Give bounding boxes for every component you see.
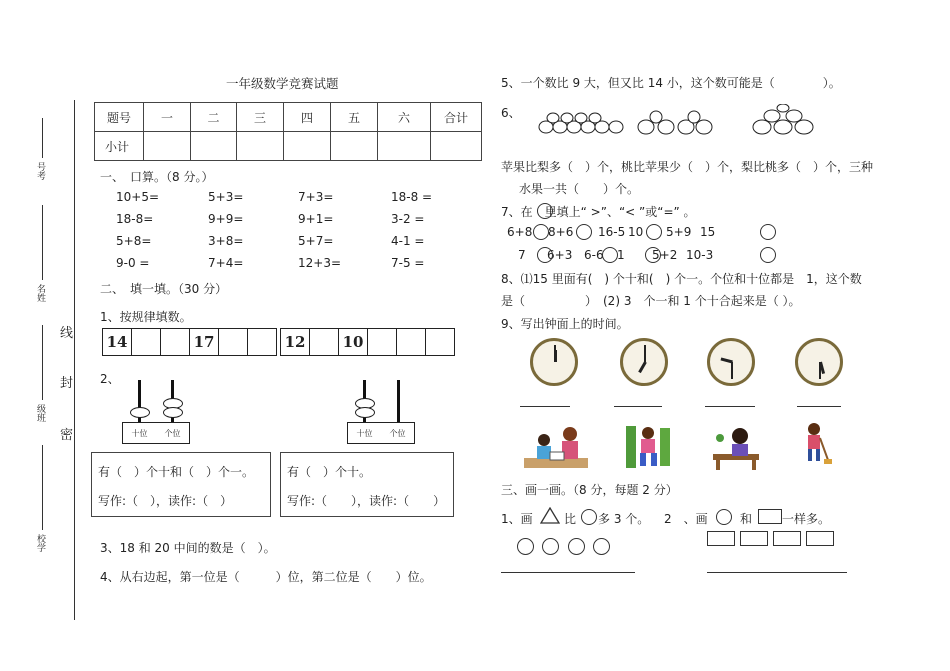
q7-example-circle	[537, 203, 553, 219]
given-rectangle	[806, 531, 834, 546]
draw-q2-text-a: 2 、画	[664, 512, 708, 526]
abacus-base	[122, 422, 190, 444]
mental-math-item: 7+4=	[208, 256, 244, 270]
seq-cell[interactable]	[397, 329, 426, 355]
activity-picture-homework	[712, 424, 760, 470]
given-circle	[542, 538, 559, 555]
clock-face	[795, 338, 843, 386]
compare-term: 6-6	[584, 248, 604, 262]
compare-term: 8+6	[548, 225, 574, 239]
draw-q1-text-b: 比	[564, 512, 577, 526]
q8-line1: 8、⑴15 里面有( ) 个十和( ) 个一。个位和十位都是 1，这个数	[501, 272, 862, 286]
sequence-left	[102, 328, 277, 356]
mental-math-item: 12+3=	[298, 256, 342, 270]
clock-answer-line[interactable]	[614, 406, 662, 407]
abacus-bead	[130, 407, 150, 418]
label-feng: 封	[60, 376, 74, 391]
answer-box-right	[280, 452, 454, 517]
mental-math-item: 9-0 =	[116, 256, 150, 270]
draw-q1-text-c: 多 3 个。	[598, 512, 650, 526]
mental-math-item: 5+8=	[116, 234, 152, 248]
q6-number: 6、	[501, 106, 521, 120]
activity-picture-family-reading	[522, 422, 590, 470]
clock-face	[620, 338, 668, 386]
binding-line-outer	[74, 100, 75, 620]
fruit-pears-picture	[636, 108, 714, 136]
clock-answer-line[interactable]	[705, 406, 755, 407]
mental-math-item: 18-8 =	[391, 190, 433, 204]
seq-cell[interactable]	[426, 329, 454, 355]
seq-cell: 17	[190, 329, 219, 355]
mental-math-item: 18-8=	[116, 212, 154, 226]
binding-line-short-3	[42, 325, 43, 400]
seq-cell[interactable]	[248, 329, 276, 355]
fruit-apples-picture	[538, 110, 624, 136]
mental-math-item: 3-2 =	[391, 212, 425, 226]
score-header-cell: 合计	[431, 103, 482, 132]
label-banji: 级班	[35, 404, 45, 422]
abacus-base	[347, 422, 415, 444]
mental-math-item: 9+9=	[208, 212, 244, 226]
compare-answer-circle[interactable]	[760, 247, 776, 263]
draw-q1-text-a: 1、画	[501, 512, 533, 526]
score-input-cell[interactable]	[191, 132, 237, 161]
compare-answer-circle[interactable]	[537, 247, 553, 263]
mental-math-item: 9+1=	[298, 212, 334, 226]
score-input-cell[interactable]	[144, 132, 191, 161]
drawing-answer-line[interactable]	[707, 572, 847, 573]
score-input-cell[interactable]	[431, 132, 482, 161]
abacus-rod	[397, 380, 400, 422]
mental-math-item: 10+5=	[116, 190, 160, 204]
clock-minute-hand	[731, 362, 733, 379]
score-header-cell: 六	[378, 103, 431, 132]
box-right-line1: 有（ ）个十。	[287, 465, 372, 479]
score-input-cell[interactable]	[237, 132, 284, 161]
sequence-right	[280, 328, 455, 356]
page-title: 一年级数学竞赛试题	[226, 76, 339, 91]
label-xian: 线	[60, 326, 74, 341]
binding-line-short-2	[42, 205, 43, 280]
compare-answer-circle[interactable]	[760, 224, 776, 240]
abacus-bead	[355, 407, 375, 418]
mental-math-item: 7-5 =	[391, 256, 425, 270]
given-rectangle	[707, 531, 735, 546]
mental-math-item: 3+8=	[208, 234, 244, 248]
fruit-peaches-picture	[752, 104, 814, 136]
q7-text: 7、在 里填上“ >”、“< ”或“=” 。	[501, 205, 696, 219]
clock-answer-line[interactable]	[797, 406, 841, 407]
clock-face	[707, 338, 755, 386]
label-kaohao: 号考	[35, 162, 45, 180]
compare-term: 6+8	[507, 225, 533, 239]
q6-line1: 苹果比梨多（ ）个，桃比苹果少（ ）个，梨比桃多（ ）个，三种	[501, 160, 874, 174]
clock-minute-hand	[644, 345, 646, 362]
mental-math-item: 5+3=	[208, 190, 244, 204]
score-header-cell: 三	[237, 103, 284, 132]
compare-term: 1	[617, 248, 625, 262]
q5-text: 5、一个数比 9 大，但又比 14 小，这个数可能是（ ）。	[501, 76, 841, 90]
given-circle	[517, 538, 534, 555]
mental-math-item: 4-1 =	[391, 234, 425, 248]
q3-text: 3、18 和 20 中间的数是（ ）。	[100, 541, 276, 555]
rectangle-icon	[758, 509, 782, 524]
circle-icon	[716, 509, 732, 525]
score-input-cell[interactable]	[378, 132, 431, 161]
score-input-cell[interactable]	[284, 132, 331, 161]
compare-answer-circle[interactable]	[645, 247, 661, 263]
compare-term: 6+3	[547, 248, 573, 262]
compare-term: 16-5	[598, 225, 626, 239]
clock-answer-line[interactable]	[520, 406, 570, 407]
score-input-cell[interactable]	[331, 132, 378, 161]
abacus-label-tens: 十位	[356, 428, 373, 438]
seq-cell[interactable]	[368, 329, 397, 355]
q6-line2: 水果一共（ ）个。	[519, 182, 640, 196]
seq-cell: 12	[281, 329, 310, 355]
score-header-cell: 一	[144, 103, 191, 132]
given-rectangle	[773, 531, 801, 546]
draw-q2-text-c: 一样多。	[782, 512, 831, 526]
activity-picture-sweeping	[800, 422, 832, 466]
clock-minute-hand	[819, 362, 821, 379]
triangle-icon	[540, 507, 560, 524]
section2-heading: 二、 填一填。（30 分）	[100, 282, 228, 296]
abacus-bead	[163, 407, 183, 418]
section3-heading: 三、画一画。（8 分，每题 2 分）	[501, 483, 678, 497]
score-row-label: 小计	[95, 132, 144, 161]
seq-cell: 10	[339, 329, 368, 355]
given-rectangle	[740, 531, 768, 546]
q9-text: 9、写出钟面上的时间。	[501, 317, 629, 331]
score-table	[94, 102, 482, 161]
box-left-line2: 写作:（ ），读作:（ ）	[98, 494, 233, 508]
compare-answer-circle[interactable]	[646, 224, 662, 240]
binding-line-short-4	[42, 445, 43, 530]
seq-cell: 14	[103, 329, 132, 355]
score-header-cell: 题号	[95, 103, 144, 132]
label-mi: 密	[60, 428, 74, 443]
q1-text: 1、按规律填数。	[100, 310, 192, 324]
binding-line-short-1	[42, 118, 43, 158]
label-xuexiao: 校学	[35, 534, 45, 552]
label-xingming: 名姓	[35, 284, 45, 302]
compare-term: 10-3	[686, 248, 714, 262]
score-header-cell: 五	[331, 103, 378, 132]
compare-term: 5+2	[652, 248, 678, 262]
clock-face	[530, 338, 578, 386]
given-circle	[593, 538, 610, 555]
compare-term: 7	[518, 248, 526, 262]
mental-math-item: 5+7=	[298, 234, 334, 248]
q4-text: 4、从右边起，第一位是（ ）位，第二位是（ ）位。	[100, 570, 432, 584]
activity-picture-exercise	[624, 424, 672, 470]
score-header-cell: 二	[191, 103, 237, 132]
box-left-line1: 有（ ）个十和（ ）个一。	[98, 465, 255, 479]
drawing-answer-line[interactable]	[501, 572, 635, 573]
compare-answer-circle[interactable]	[576, 224, 592, 240]
compare-answer-circle[interactable]	[602, 247, 618, 263]
given-circle	[568, 538, 585, 555]
seq-cell[interactable]	[161, 329, 190, 355]
compare-answer-circle[interactable]	[533, 224, 549, 240]
compare-term: 10	[628, 225, 644, 239]
abacus-label-ones: 个位	[164, 428, 181, 438]
compare-term: 15	[700, 225, 716, 239]
circle-icon	[581, 509, 597, 525]
mental-math-item: 7+3=	[298, 190, 334, 204]
clock-hour-hand	[638, 361, 647, 373]
abacus-label-tens: 十位	[131, 428, 148, 438]
score-header-cell: 四	[284, 103, 331, 132]
compare-term: 5+9	[666, 225, 692, 239]
section1-heading: 一、 口算。（8 分。）	[100, 170, 214, 184]
abacus-label-ones: 个位	[389, 428, 406, 438]
q2-number: 2、	[100, 372, 120, 386]
q8-line2: 是（ ） (2) 3 个一和 1 个十合起来是（ ）。	[501, 294, 801, 308]
clock-minute-hand	[554, 345, 556, 362]
seq-cell[interactable]	[219, 329, 248, 355]
seq-cell[interactable]	[310, 329, 339, 355]
draw-q2-text-b: 和	[740, 512, 753, 526]
answer-box-left	[91, 452, 271, 517]
box-right-line2: 写作:（ ），读作:（ ）	[287, 494, 446, 508]
seq-cell[interactable]	[132, 329, 161, 355]
